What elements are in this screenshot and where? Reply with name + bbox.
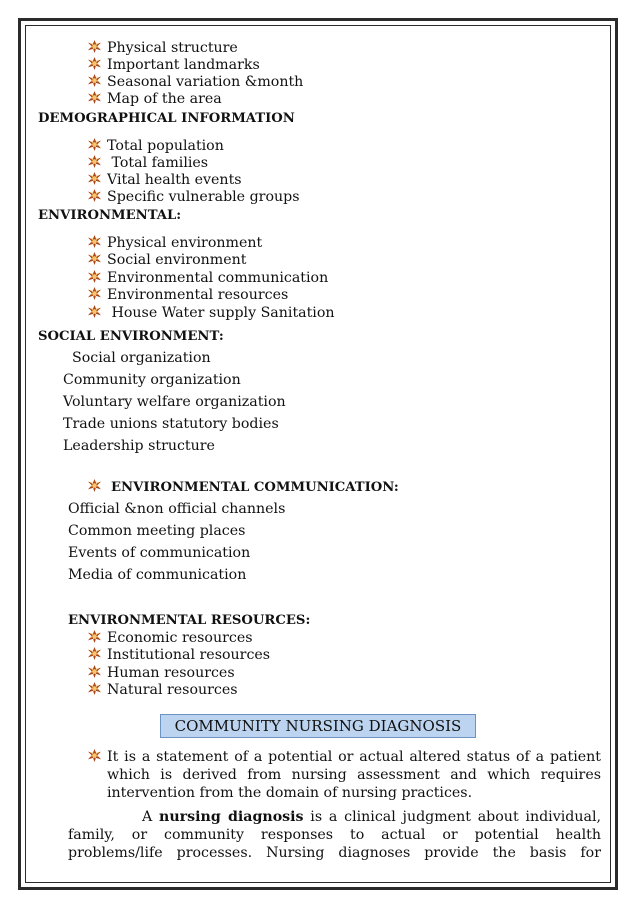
text-line: family, or community responses to actual or potential health <box>68 827 601 843</box>
text-line: problems/life processes. Nursing diagnoses provide the basis for <box>68 845 601 861</box>
section-heading-social: SOCIAL ENVIRONMENT: <box>38 329 224 344</box>
star-bullet-icon <box>88 189 101 202</box>
star-bullet-icon <box>88 74 101 87</box>
list-item <box>88 74 303 91</box>
list-item-text: Physical structure <box>107 40 238 56</box>
list-item <box>88 287 288 304</box>
list-item <box>88 189 300 206</box>
list-item <box>88 305 335 322</box>
list-item <box>88 665 235 682</box>
list-item: Leadership structure <box>63 438 215 454</box>
list-item-text: Seasonal variation &month <box>107 74 304 90</box>
list-item: Events of communication <box>68 545 251 561</box>
list-item-text: Natural resources <box>107 682 238 698</box>
list-item-text: Human resources <box>107 665 235 681</box>
star-bullet-icon <box>88 479 101 492</box>
list-item-text: Environmental communication <box>107 270 329 286</box>
star-bullet-icon <box>88 91 101 104</box>
section-heading-diagnosis: COMMUNITY NURSING DIAGNOSIS <box>160 714 476 738</box>
star-bullet-icon <box>88 630 101 643</box>
text-fragment: A <box>142 809 160 825</box>
list-item-text: Specific vulnerable groups <box>107 189 300 205</box>
star-bullet-icon <box>88 40 101 53</box>
star-bullet-icon <box>88 665 101 678</box>
list-item-text: Total population <box>107 138 224 154</box>
section-heading-demographic: DEMOGRAPHICAL INFORMATION <box>38 111 295 126</box>
list-item-text: Social environment <box>107 252 247 268</box>
star-bullet-icon <box>88 138 101 151</box>
list-item-text: Map of the area <box>107 91 222 107</box>
diagnosis-bullet-text <box>107 748 601 802</box>
star-bullet-icon <box>88 270 101 283</box>
text-line: It is a statement of a potential or actual altered status of a patient <box>107 749 601 765</box>
star-bullet-icon <box>88 172 101 185</box>
star-bullet-icon <box>88 749 101 762</box>
list-item <box>88 155 208 172</box>
section-heading-env-resources: ENVIRONMENTAL RESOURCES: <box>68 613 311 628</box>
diagnosis-bullet <box>88 749 107 766</box>
list-item <box>88 682 238 699</box>
star-bullet-icon <box>88 155 101 168</box>
text-line: which is derived from nursing assessment and which requires <box>107 767 601 783</box>
text-line <box>68 808 601 826</box>
list-item: Media of communication <box>68 567 247 583</box>
list-item: Official &non official channels <box>68 501 286 517</box>
bold-term: nursing diagnosis <box>159 809 304 825</box>
list-item <box>88 57 260 74</box>
list-item: Trade unions statutory bodies <box>63 416 279 432</box>
list-item: Community organization <box>63 372 241 388</box>
list-item: Voluntary welfare organization <box>63 394 286 410</box>
text-line: intervention from the domain of nursing practices. <box>107 785 473 801</box>
text-fragment: is a clinical judgment about individual, <box>303 809 601 825</box>
list-item: Social organization <box>72 350 211 366</box>
list-item-text: House Water supply Sanitation <box>107 305 335 321</box>
definition-paragraph <box>68 808 601 862</box>
star-bullet-icon <box>88 235 101 248</box>
list-item <box>88 252 247 269</box>
list-item <box>88 138 224 155</box>
star-bullet-icon <box>88 305 101 318</box>
list-item <box>88 270 328 287</box>
star-bullet-icon <box>88 57 101 70</box>
list-item-text: Economic resources <box>107 630 253 646</box>
heading-text: ENVIRONMENTAL COMMUNICATION: <box>111 480 399 495</box>
list-item: Common meeting places <box>68 523 246 539</box>
star-bullet-icon <box>88 647 101 660</box>
list-item-text: Vital health events <box>107 172 242 188</box>
list-item <box>88 630 253 647</box>
section-heading-env-communication <box>88 479 399 496</box>
star-bullet-icon <box>88 682 101 695</box>
list-item <box>88 235 262 252</box>
list-item-text: Environmental resources <box>107 287 289 303</box>
list-item <box>88 91 222 108</box>
list-item <box>88 40 238 57</box>
list-item <box>88 647 270 664</box>
star-bullet-icon <box>88 287 101 300</box>
list-item-text: Institutional resources <box>107 647 271 663</box>
list-item-text: Physical environment <box>107 235 263 251</box>
list-item-text: Total families <box>107 155 209 171</box>
list-item-text: Important landmarks <box>107 57 260 73</box>
list-item <box>88 172 242 189</box>
star-bullet-icon <box>88 252 101 265</box>
section-heading-environmental: ENVIRONMENTAL: <box>38 208 182 223</box>
